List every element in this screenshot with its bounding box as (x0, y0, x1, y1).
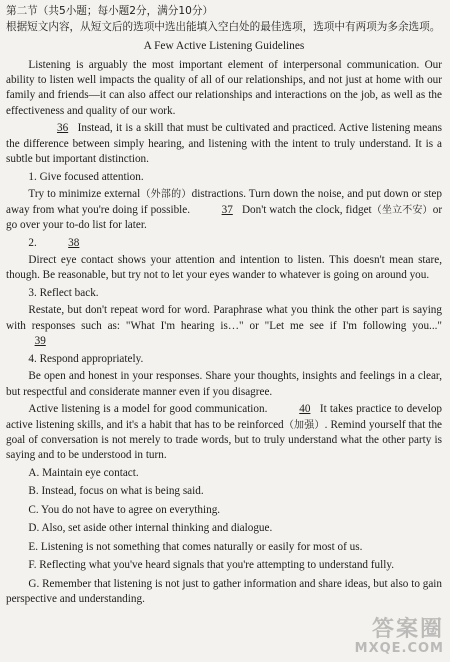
option-e[interactable]: E. Listening is not something that comes naturally or easily for most of us. (28, 540, 363, 553)
blank-40[interactable]: 40 (299, 403, 311, 416)
guideline-4-heading: 4. Respond appropriately. (28, 352, 144, 365)
blank-37[interactable]: 37 (221, 203, 233, 216)
option-d[interactable]: D. Also, set aside other internal thinking and dialogue. (28, 522, 273, 535)
options-list (6, 466, 442, 608)
passage-title: A Few Active Listening Guidelines (143, 39, 305, 52)
paragraph-7: Active listening is a model for good communication. 40 It takes practice to develop active listening skills, and it's a habit that has to be reinforced（加强）. Remind yourself that the goal of conversation is not merely to trade words, but to truly understand what the other party is saying and to be understood in turn. (6, 403, 443, 462)
paragraph-3: Try to minimize external（外部的）distractions. Turn down the noise, and put down or step away from what you're doing if possible. 37 Don't watch the clock, fidget（坐立不安）or go over your to-do list for later. (6, 188, 443, 232)
paragraph-4: Direct eye contact shows your attention and intention to listen. This doesn't mean stare, though. Be reasonable, but try not to let your eyes wander to whatever is going on around you. (6, 253, 442, 282)
paragraph-6: Be open and honest in your responses. Share your thoughts, insights and feelings in a clear, but respectful and considerate manner even if you disagree. (6, 370, 442, 398)
paragraph-2 (6, 121, 442, 167)
option-b[interactable]: B. Instead, focus on what is being said. (28, 485, 204, 498)
paragraph-1: Listening is arguably the most important element of interpersonal communication. Our ability to listen well impacts the quality of all of our relationships, and not just at home with our family and friends—it can also affect our relationships and interactions on the job, as well as the effectiveness and quality of our work. (6, 58, 442, 117)
option-g[interactable]: G. Remember that listening is not just to gather information and share ideas, but also to gain perspective and understanding. (6, 577, 442, 606)
paragraph-5: Restate, but don't repeat word for word. Paraphrase what you think the other part is saying with responses such as: "What I'm hearing is…" or "Let me see if I'm following you..." 39 (6, 303, 442, 349)
section-header: 第二节（共5小题；每小题2分，满分10分） (6, 5, 214, 17)
option-f[interactable]: F. Reflecting what you've heard signals that you're attempting to understand fully. (28, 559, 394, 572)
blank-36[interactable]: 36 (56, 122, 69, 135)
option-c[interactable]: C. You do not have to agree on everything. (28, 503, 221, 516)
guideline-1-heading: 1. Give focused attention. (28, 170, 144, 183)
guideline-3-heading: 3. Reflect back. (28, 286, 99, 299)
option-a[interactable]: A. Maintain eye contact. (28, 466, 139, 479)
blank-38[interactable]: 38 (68, 236, 80, 249)
paragraph-2-text: Instead, it is a skill that must be cultivated and practiced. Active listening means the difference between simply hearing, and listening with the intent to truly understand. It is a subtle but important distinction. (6, 122, 443, 166)
section-instruction: 根据短文内容，从短文后的选项中选出能填入空白处的最佳选项，选项中有两项为多余选项。 (6, 21, 441, 34)
guideline-2-heading: 2. 38 (6, 236, 442, 251)
watermark-logo: 答案圈 MXQE.COM (354, 616, 444, 656)
blank-39[interactable]: 39 (34, 335, 46, 348)
